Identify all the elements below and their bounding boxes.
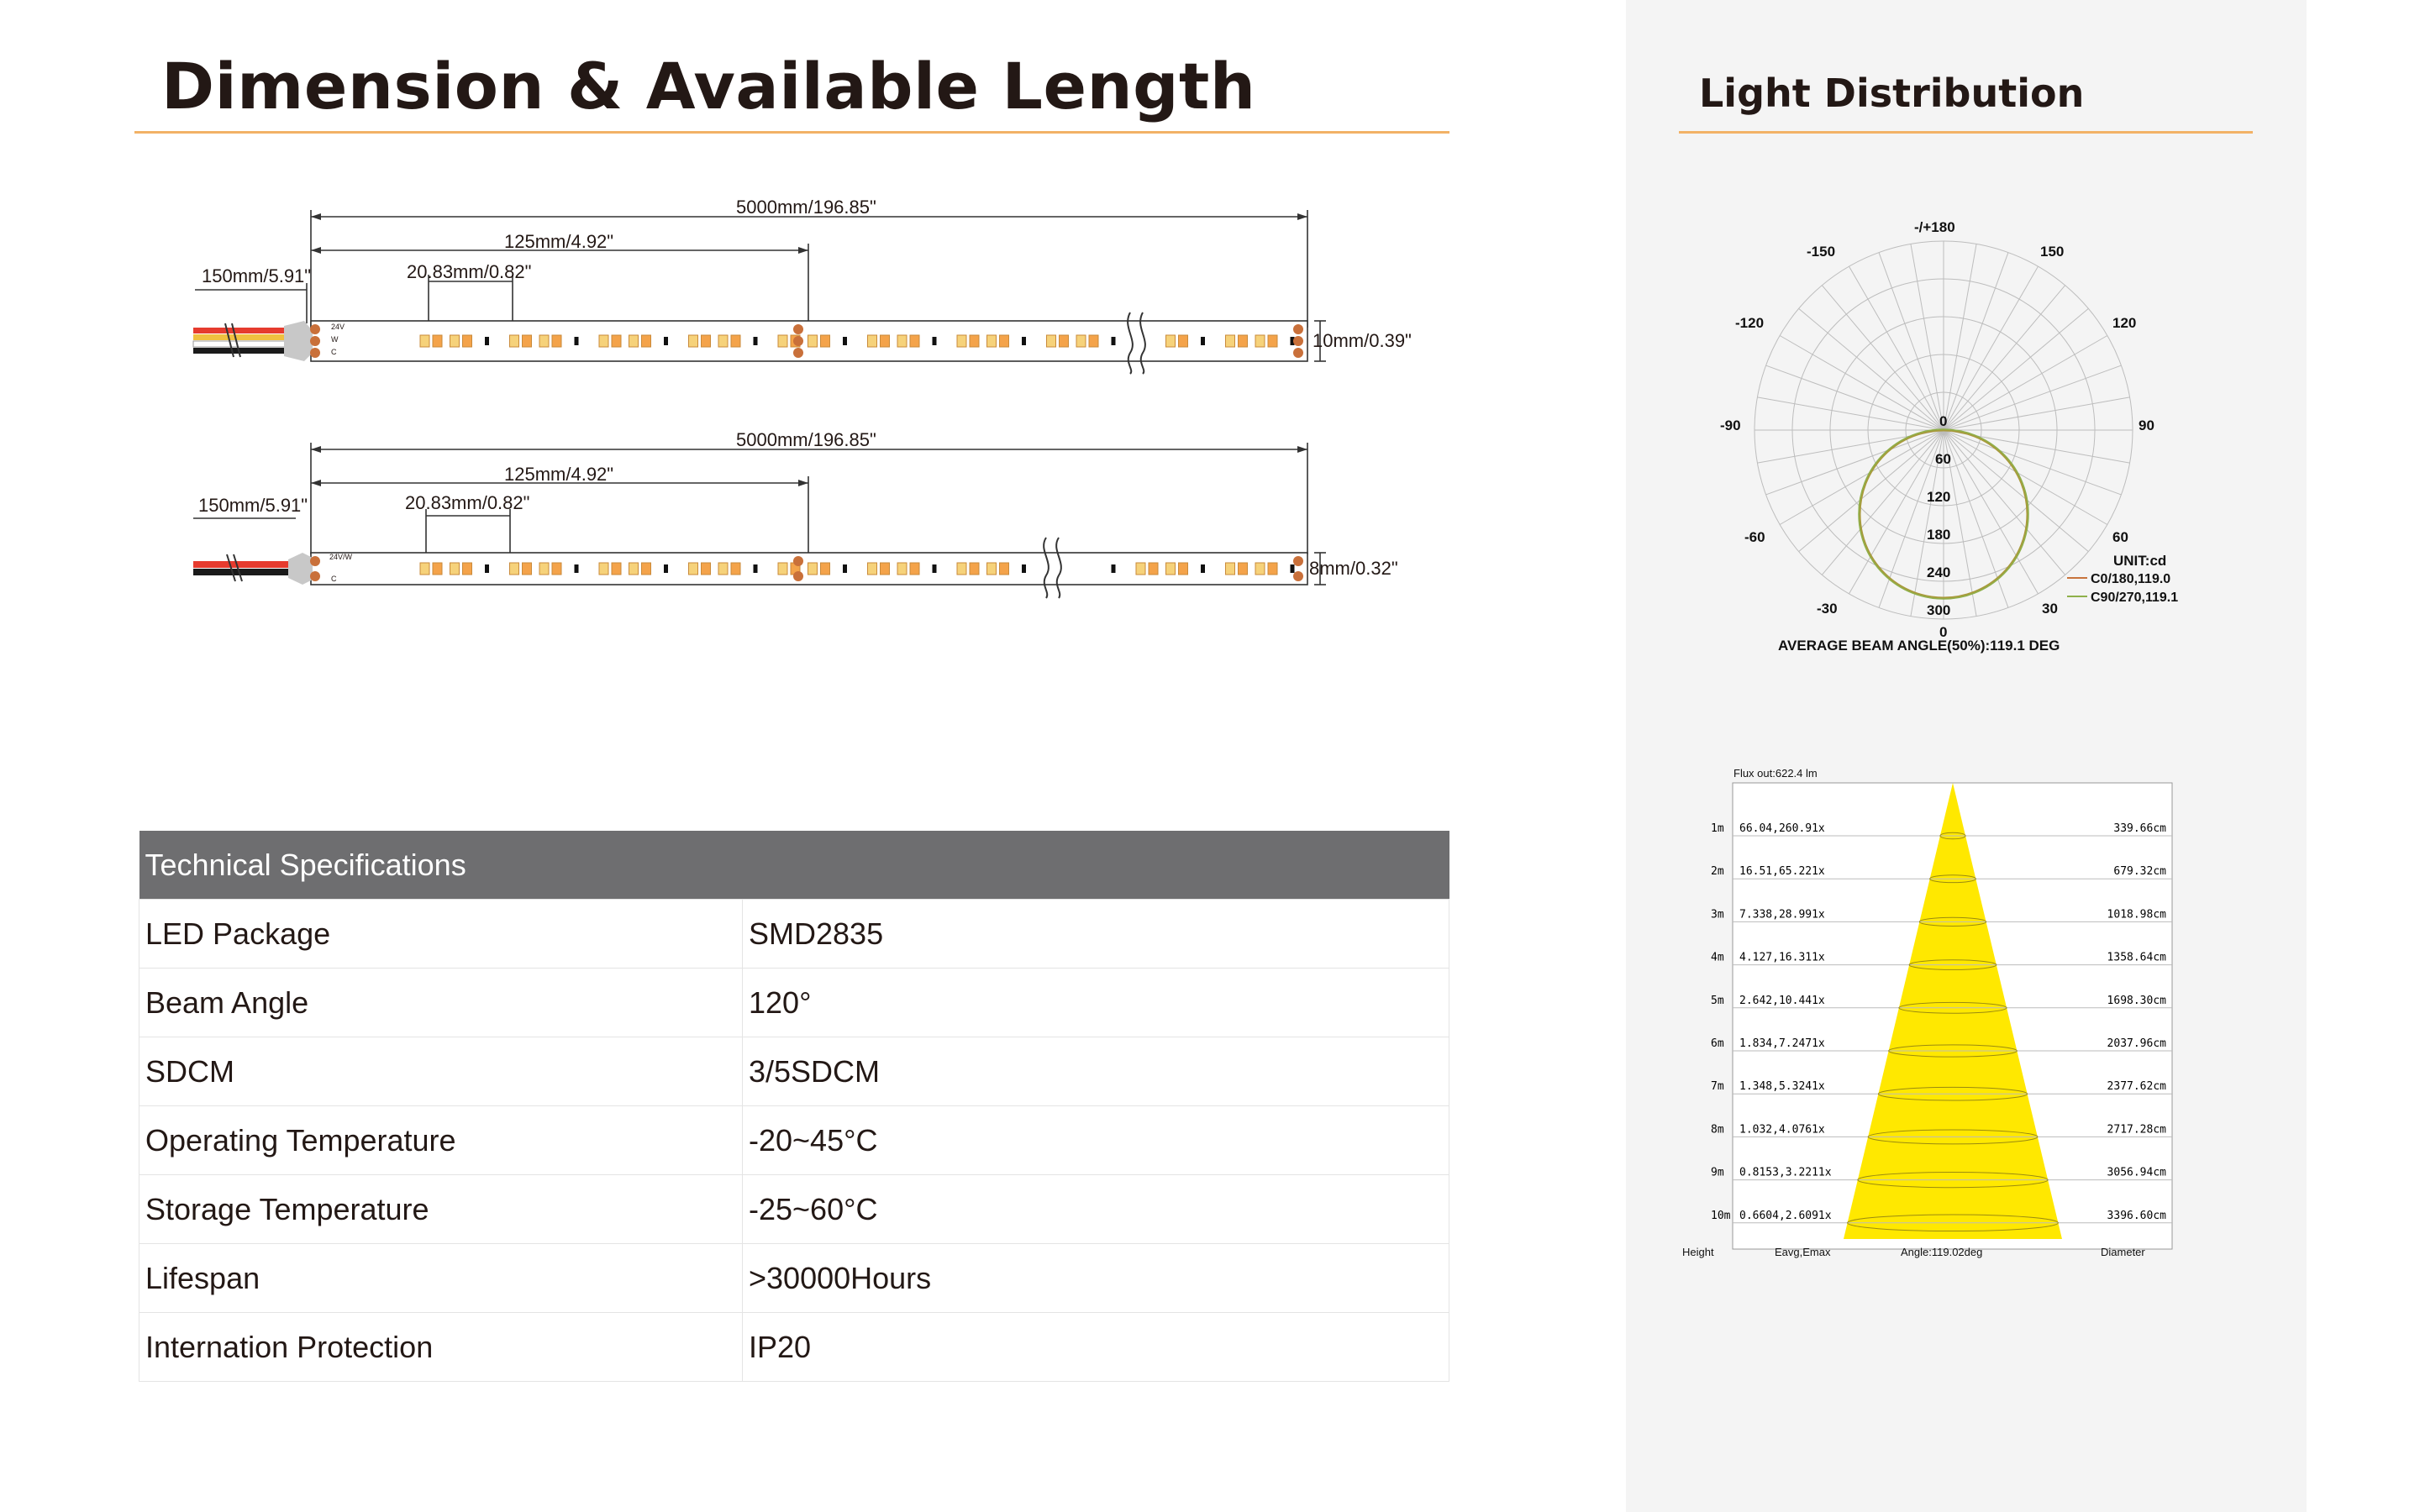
cone-height: 3m xyxy=(1711,908,1724,921)
spec-header-row xyxy=(139,831,1449,900)
strip1-pad-c: C xyxy=(331,348,337,356)
led-chip xyxy=(1136,563,1145,575)
led-chip xyxy=(539,563,549,575)
led-chip xyxy=(897,335,907,347)
light-distribution-title: Light Distribution xyxy=(1699,71,2085,116)
polar-angle-label: 0 xyxy=(1939,624,1948,640)
led-chip xyxy=(702,335,711,347)
resistor xyxy=(1201,337,1205,345)
cone-diameter: 3056.94cm xyxy=(2107,1166,2166,1179)
cone-height: 6m xyxy=(1711,1037,1724,1050)
resistor xyxy=(843,564,847,573)
solder-pad xyxy=(1293,336,1303,346)
resistor xyxy=(485,564,489,573)
led-chip xyxy=(868,563,877,575)
table-row xyxy=(139,1106,1449,1175)
led-chip xyxy=(778,563,787,575)
spec-value: SMD2835 xyxy=(743,900,1449,969)
resistor xyxy=(933,337,937,345)
cone-height: 10m xyxy=(1711,1209,1731,1222)
led-chip xyxy=(821,335,830,347)
spec-label: Operating Temperature xyxy=(139,1106,743,1175)
led-chip xyxy=(1089,335,1098,347)
resistor xyxy=(575,337,579,345)
led-chip xyxy=(433,335,442,347)
led-chip xyxy=(821,563,830,575)
solder-pad xyxy=(793,324,803,334)
polar-angle-label: -90 xyxy=(1720,417,1741,433)
cone-height: 8m xyxy=(1711,1123,1724,1137)
led-chip xyxy=(642,563,651,575)
led-chip xyxy=(1255,563,1265,575)
led-chip xyxy=(629,563,639,575)
polar-radial-label: 0 xyxy=(1939,413,1948,429)
led-chip xyxy=(450,335,460,347)
polar-angle-label: -150 xyxy=(1807,244,1836,260)
led-chip xyxy=(463,563,472,575)
led-chip xyxy=(629,335,639,347)
led-chip xyxy=(1149,563,1158,575)
led-chip xyxy=(433,563,442,575)
polar-radial-label: 120 xyxy=(1927,489,1951,505)
table-row xyxy=(139,1244,1449,1313)
led-chip xyxy=(881,335,890,347)
spec-value: 120° xyxy=(743,969,1449,1037)
led-chip xyxy=(808,335,818,347)
polar-diagram xyxy=(1672,202,2260,672)
led-chip xyxy=(970,563,979,575)
light-title-underline xyxy=(1679,131,2253,134)
led-chip xyxy=(689,335,698,347)
spec-header: Technical Specifications xyxy=(139,831,1449,900)
cone-eavg: 1.348,5.3241x xyxy=(1739,1080,1825,1094)
polar-angle-label: 150 xyxy=(2040,244,2065,260)
cone-diameter: 1358.64cm xyxy=(2107,951,2166,964)
led-chip xyxy=(1226,335,1235,347)
led-chip xyxy=(868,335,877,347)
spec-label: Beam Angle xyxy=(139,969,743,1037)
resistor xyxy=(1112,564,1116,573)
cone-eavg: 0.6604,2.6091x xyxy=(1739,1209,1832,1222)
spec-label: Lifespan xyxy=(139,1244,743,1313)
strip2-cut-length: 125mm/4.92" xyxy=(504,464,614,485)
spec-label: SDCM xyxy=(139,1037,743,1106)
resistor xyxy=(485,337,489,345)
led-chip xyxy=(1000,335,1009,347)
led-chip xyxy=(702,563,711,575)
led-chip xyxy=(523,335,532,347)
led-chip xyxy=(1166,563,1176,575)
polar-angle-label: -30 xyxy=(1817,601,1838,617)
led-chip xyxy=(910,563,919,575)
led-chip xyxy=(689,563,698,575)
led-chip xyxy=(987,335,997,347)
beam-cone-diagram xyxy=(1672,756,2202,1277)
solder-pad xyxy=(793,571,803,581)
table-row xyxy=(139,1175,1449,1244)
polar-angle-label: 90 xyxy=(2139,417,2154,433)
led-chip xyxy=(808,563,818,575)
polar-angle-label: -120 xyxy=(1735,315,1765,331)
polar-angle-label: -/+180 xyxy=(1914,219,1955,235)
led-chip xyxy=(1076,335,1086,347)
led-chip xyxy=(897,563,907,575)
spec-value: >30000Hours xyxy=(743,1244,1449,1313)
led-chip xyxy=(1179,563,1188,575)
cone-eavg: 16.51,65.221x xyxy=(1739,865,1825,879)
resistor xyxy=(1291,564,1295,573)
led-chip xyxy=(1226,563,1235,575)
resistor xyxy=(1022,564,1026,573)
polar-radial-label: 60 xyxy=(1935,451,1951,467)
resistor xyxy=(933,564,937,573)
footer-eavg: Eavg,Emax xyxy=(1775,1246,1831,1258)
solder-pad xyxy=(310,324,320,334)
led-chip xyxy=(910,335,919,347)
strip1-width: 10mm/0.39" xyxy=(1313,330,1412,351)
resistor xyxy=(1112,337,1116,345)
led-chip xyxy=(731,563,740,575)
led-chip xyxy=(450,563,460,575)
table-row xyxy=(139,1037,1449,1106)
led-chip xyxy=(510,335,519,347)
led-chip xyxy=(420,335,429,347)
cone-height: 9m xyxy=(1711,1166,1724,1179)
led-chip xyxy=(463,335,472,347)
led-chip xyxy=(1268,563,1277,575)
spec-label: Internation Protection xyxy=(139,1313,743,1382)
resistor xyxy=(1201,564,1205,573)
strip1-wire-length: 150mm/5.91" xyxy=(202,265,312,286)
polar-unit: UNIT:cd xyxy=(2113,553,2167,569)
led-chip xyxy=(612,563,621,575)
solder-pad xyxy=(793,348,803,358)
footer-diameter: Diameter xyxy=(2101,1246,2145,1258)
led-chip xyxy=(718,563,728,575)
led-chip xyxy=(1060,335,1069,347)
led-chip xyxy=(1000,563,1009,575)
led-chip xyxy=(718,335,728,347)
led-chip xyxy=(1255,335,1265,347)
led-chip xyxy=(987,563,997,575)
cone-eavg: 4.127,16.311x xyxy=(1739,951,1825,964)
spec-value: -25~60°C xyxy=(743,1175,1449,1244)
led-chip xyxy=(1239,563,1248,575)
footer-height: Height xyxy=(1682,1246,1714,1258)
led-chip xyxy=(612,335,621,347)
led-chip xyxy=(510,563,519,575)
footer-angle: Angle:119.02deg xyxy=(1901,1246,1983,1258)
polar-legend-c0: C0/180,119.0 xyxy=(2091,572,2171,586)
spec-value: IP20 xyxy=(743,1313,1449,1382)
solder-pad xyxy=(310,556,320,566)
spec-label: LED Package xyxy=(139,900,743,969)
led-chip xyxy=(957,335,966,347)
led-chip xyxy=(642,335,651,347)
strip2-pitch: 20.83mm/0.82" xyxy=(405,492,530,513)
strip1-cut-length: 125mm/4.92" xyxy=(504,231,614,252)
led-chip xyxy=(552,563,561,575)
cone-diameter: 3396.60cm xyxy=(2107,1209,2166,1222)
solder-pad xyxy=(1293,556,1303,566)
flux-label: Flux out:622.4 lm xyxy=(1733,767,1818,780)
strip2-pad-voltage: 24V/W xyxy=(329,553,353,561)
cone-eavg: 0.8153,3.2211x xyxy=(1739,1166,1832,1179)
cone-eavg: 2.642,10.441x xyxy=(1739,994,1825,1007)
cone-eavg: 66.04,260.91x xyxy=(1739,822,1825,835)
cone-diameter: 339.66cm xyxy=(2113,822,2166,835)
polar-radial-label: 240 xyxy=(1927,564,1951,580)
cone-eavg: 7.338,28.991x xyxy=(1739,908,1825,921)
polar-legend-c90: C90/270,119.1 xyxy=(2091,591,2179,605)
table-row xyxy=(139,900,1449,969)
strip2-total-length: 5000mm/196.85" xyxy=(736,429,876,450)
solder-pad xyxy=(1293,348,1303,358)
strip1-pad-w: W xyxy=(331,335,339,344)
table-row xyxy=(139,1313,1449,1382)
polar-radial-label: 180 xyxy=(1927,527,1951,543)
cone-diameter: 1018.98cm xyxy=(2107,908,2166,921)
solder-pad xyxy=(793,556,803,566)
cone-eavg: 1.834,7.2471x xyxy=(1739,1037,1825,1050)
resistor xyxy=(1022,337,1026,345)
spec-label: Storage Temperature xyxy=(139,1175,743,1244)
polar-radial-label: 300 xyxy=(1927,602,1951,618)
cone-diameter: 1698.30cm xyxy=(2107,994,2166,1007)
led-chip xyxy=(1179,335,1188,347)
cone-diameter: 2037.96cm xyxy=(2107,1037,2166,1050)
polar-beam-angle: AVERAGE BEAM ANGLE(50%):119.1 DEG xyxy=(1778,638,2060,654)
solder-pad xyxy=(793,336,803,346)
resistor xyxy=(754,564,758,573)
led-chip xyxy=(778,335,787,347)
cone-height: 1m xyxy=(1711,822,1724,835)
resistor xyxy=(754,337,758,345)
resistor xyxy=(664,337,668,345)
led-chip xyxy=(731,335,740,347)
led-chip xyxy=(420,563,429,575)
solder-pad xyxy=(310,336,320,346)
led-chip xyxy=(1268,335,1277,347)
led-chip xyxy=(1239,335,1248,347)
solder-pad xyxy=(310,571,320,581)
cone-diameter: 2717.28cm xyxy=(2107,1123,2166,1137)
solder-pad xyxy=(1293,571,1303,581)
solder-pad xyxy=(1293,324,1303,334)
cone-diameter: 2377.62cm xyxy=(2107,1080,2166,1094)
strip2-wire-length: 150mm/5.91" xyxy=(198,495,308,516)
led-chip xyxy=(523,563,532,575)
strip1-pitch: 20.83mm/0.82" xyxy=(407,261,532,282)
cone-height: 2m xyxy=(1711,865,1724,879)
led-chip xyxy=(552,335,561,347)
strip2-pad-c: C xyxy=(331,575,337,583)
strip2-width: 8mm/0.32" xyxy=(1309,558,1398,579)
spec-value: 3/5SDCM xyxy=(743,1037,1449,1106)
spec-value: -20~45°C xyxy=(743,1106,1449,1175)
strip2-wires xyxy=(193,553,313,585)
cone-height: 4m xyxy=(1711,951,1724,964)
resistor xyxy=(575,564,579,573)
led-chip xyxy=(1166,335,1176,347)
solder-pad xyxy=(310,348,320,358)
strip1-wires xyxy=(193,321,313,361)
led-chip xyxy=(1047,335,1056,347)
polar-angle-label: 30 xyxy=(2042,601,2058,617)
strip1-total-length: 5000mm/196.85" xyxy=(736,197,876,218)
strip1-pad-voltage: 24V xyxy=(331,323,345,331)
spec-table xyxy=(139,831,1449,1382)
cone-eavg: 1.032,4.0761x xyxy=(1739,1123,1825,1137)
polar-angle-label: 60 xyxy=(2112,529,2128,545)
led-chip xyxy=(970,335,979,347)
led-chip xyxy=(881,563,890,575)
page-title: Dimension & Available Length xyxy=(161,49,1256,123)
led-chip xyxy=(599,335,608,347)
led-chip xyxy=(599,563,608,575)
cone-height: 5m xyxy=(1711,994,1724,1007)
resistor xyxy=(664,564,668,573)
strip-dimension-drawing xyxy=(0,0,1512,655)
cone-diameter: 679.32cm xyxy=(2113,865,2166,879)
led-chip xyxy=(957,563,966,575)
polar-angle-label: -60 xyxy=(1744,529,1765,545)
resistor xyxy=(843,337,847,345)
polar-angle-label: 120 xyxy=(2112,315,2137,331)
cone-height: 7m xyxy=(1711,1080,1724,1094)
table-row xyxy=(139,969,1449,1037)
led-chip xyxy=(539,335,549,347)
